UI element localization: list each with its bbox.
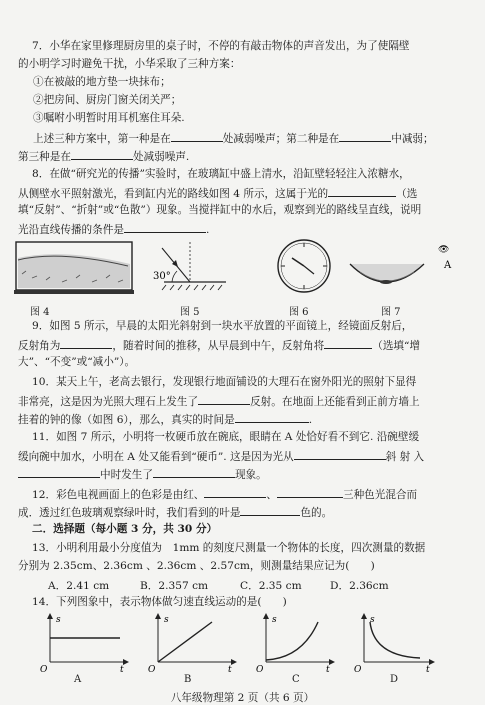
axis-t-label: t — [120, 665, 124, 672]
q8-line1: 8．在做“研究光的传播”实验时，在玻璃缸中盛上清水，沿缸壁轻轻注入浓糖水， — [32, 168, 410, 180]
q8-text: （选 — [396, 188, 418, 200]
q10-text: 非常亮，这是因为光照大理石上发生了 — [18, 396, 199, 408]
axis-s-label: s — [56, 615, 61, 625]
q12-text: 三种色光混合而 — [342, 489, 418, 501]
q9-line2 — [18, 338, 420, 353]
q10-text: 挂着的钟的像（如图 6），那么，真实的时间是 — [18, 414, 235, 426]
q7-text: 处减弱噪声；第二种是在 — [222, 133, 340, 145]
q13-line1: 13．小明利用最小分度值为 1mm 的刻度尺测量一个物体的长度，四次测量的数据 — [32, 542, 426, 554]
q8-text: . — [205, 224, 210, 236]
q12-text: 色的。 — [300, 507, 333, 519]
answer-blank[interactable] — [124, 222, 206, 233]
origin-label: O — [354, 665, 362, 672]
q12-line2 — [18, 505, 332, 520]
axis-t-label: t — [326, 665, 330, 672]
answer-blank[interactable] — [324, 338, 372, 349]
answer-blank[interactable] — [198, 394, 250, 405]
q11-text: 中时发生了 — [100, 469, 153, 481]
q7-text: 上述三种方案中，第一种是在 — [33, 133, 171, 145]
q9-line1: 9．如图 5 所示，早晨的太阳光斜射到一块水平放置的平面镜上，经镜面反射后， — [32, 320, 413, 332]
fig5-angle-label: 30° — [153, 271, 171, 282]
q11-text: 斜 射 入 — [385, 451, 425, 463]
q9-text: 反射角为 — [18, 340, 61, 352]
q12-text: 成．透过红色玻璃观察绿叶时，我们看到的叶是 — [18, 507, 241, 519]
fig5-mirror-diagram — [153, 242, 226, 290]
section2-title: 二．选择题（每小题 3 分，共 30 分） — [32, 523, 218, 535]
answer-blank[interactable] — [240, 505, 300, 516]
q13-option-d[interactable]: D．2.36cm — [330, 580, 389, 592]
q11-text: 缓向碗中加水，小明在 A 处又能看到“硬币”. 这是因为光从 — [18, 451, 294, 463]
answer-blank[interactable] — [60, 338, 112, 349]
origin-label: O — [40, 665, 48, 672]
q12-text: 、 — [266, 489, 277, 501]
fig4-caption: 图 4 — [30, 307, 50, 318]
q11-text: 现象。 — [234, 469, 267, 481]
fig5-caption: 图 5 — [180, 307, 200, 318]
answer-blank[interactable] — [71, 149, 133, 160]
q14-graphs — [40, 612, 440, 672]
q10-text: . — [308, 414, 313, 426]
q8-line3: 填“反射”、“折射”或“色散”）现象。当搅拌缸中的水后，观察到光的路线呈直线，说明 — [18, 204, 422, 216]
graph-c-label: C — [292, 674, 300, 685]
q9-text: （选填“增 — [372, 340, 421, 352]
axis-s-label: s — [370, 615, 375, 625]
graph-c[interactable] — [256, 615, 332, 672]
q8-line4 — [18, 222, 209, 237]
answer-blank[interactable] — [153, 467, 235, 478]
q13-line2: 分别为 2.35cm、2.36cm 、2.36cm 、2.57cm，则测量结果应记为( ) — [18, 560, 375, 572]
answer-blank[interactable] — [277, 487, 343, 498]
answer-blank[interactable] — [328, 186, 396, 197]
graph-b-label: B — [184, 674, 192, 685]
answer-blank[interactable] — [18, 467, 100, 478]
answer-blank[interactable] — [339, 131, 391, 142]
q7-text: 中减弱； — [391, 133, 434, 145]
axis-t-label: t — [426, 665, 430, 672]
q12-line1 — [32, 487, 417, 502]
figures-row — [14, 238, 484, 300]
q12-text: 12．彩色电视画面上的色彩是由红、 — [32, 489, 205, 501]
q10-line1: 10．某天上午，老高去银行，发现银行地面铺设的大理石在窗外阳光的照射下显得 — [32, 376, 417, 388]
q8-line2 — [18, 186, 417, 201]
fig6-clock-diagram — [278, 240, 330, 292]
fig7-caption: 图 7 — [381, 307, 401, 318]
axis-s-label: s — [164, 615, 169, 625]
q7-line6 — [33, 131, 434, 146]
fig4-tank-diagram — [14, 242, 134, 294]
q13-option-b[interactable]: B．2.357 cm — [140, 580, 209, 592]
q7-line2: 的小明学习时避免干扰，小华采取了三种方案： — [18, 58, 241, 70]
fig7-eye-icon: 👁 — [438, 245, 450, 255]
q13-option-a[interactable]: A．2.41 cm — [48, 580, 110, 592]
q7-text: 处减弱噪声. — [132, 151, 190, 163]
fig6-caption: 图 6 — [289, 307, 309, 318]
q13-option-c[interactable]: C．2.35 cm — [240, 580, 302, 592]
q8-text: 光沿直线传播的条件是 — [18, 224, 124, 236]
q10-line3 — [18, 412, 312, 427]
fig7-bowl-diagram — [350, 245, 452, 284]
graph-a-label: A — [74, 674, 82, 685]
q7-option1: ①在被敲的地方垫一块抹布； — [33, 76, 171, 88]
q10-text: 反射。在地面上还能看到正前方墙上 — [250, 396, 420, 408]
q11-line3 — [18, 467, 267, 482]
fig7-point-a: A — [444, 260, 452, 271]
answer-blank[interactable] — [204, 487, 266, 498]
q9-line3: 大”、“不变”或“减小”）。 — [18, 356, 136, 368]
q10-line2 — [18, 394, 420, 409]
graph-d-label: D — [390, 674, 399, 685]
graph-d[interactable] — [354, 615, 432, 672]
q14-line1: 14．下列图象中，表示物体做匀速直线运动的是( ) — [32, 596, 287, 608]
q11-line1: 11．如图 7 所示，小明将一枚硬币放在碗底，眼睛在 A 处恰好看不到它. 沿碗壁缓 — [32, 431, 420, 443]
q7-option2: ②把房间、厨房门窗关闭关严； — [33, 94, 182, 106]
origin-label: O — [148, 665, 156, 672]
axis-s-label: s — [272, 615, 277, 625]
origin-label: O — [256, 665, 264, 672]
graph-b[interactable] — [148, 615, 234, 672]
q11-line2 — [18, 449, 424, 464]
q7-text: 第三种是在 — [18, 151, 71, 163]
q7-line7 — [18, 149, 189, 164]
answer-blank[interactable] — [294, 449, 386, 460]
graph-a[interactable] — [40, 615, 126, 672]
answer-blank[interactable] — [235, 412, 309, 423]
q9-text: ，随着时间的推移，从早晨到中午，反射角将 — [112, 340, 325, 352]
q7-option3: ③嘱咐小明暂时用耳机塞住耳朵. — [33, 112, 185, 124]
page-footer: 八年级物理第 2 页（共 6 页） — [170, 692, 315, 704]
q7-line1: 7．小华在家里修理厨房里的桌子时，不停的有敲击物体的声音发出，为了使隔壁 — [32, 40, 410, 52]
q8-text: 从侧壁水平照射激光，看到缸内光的路线如图 4 所示，这属于光的 — [18, 188, 329, 200]
axis-t-label: t — [228, 665, 232, 672]
answer-blank[interactable] — [171, 131, 223, 142]
